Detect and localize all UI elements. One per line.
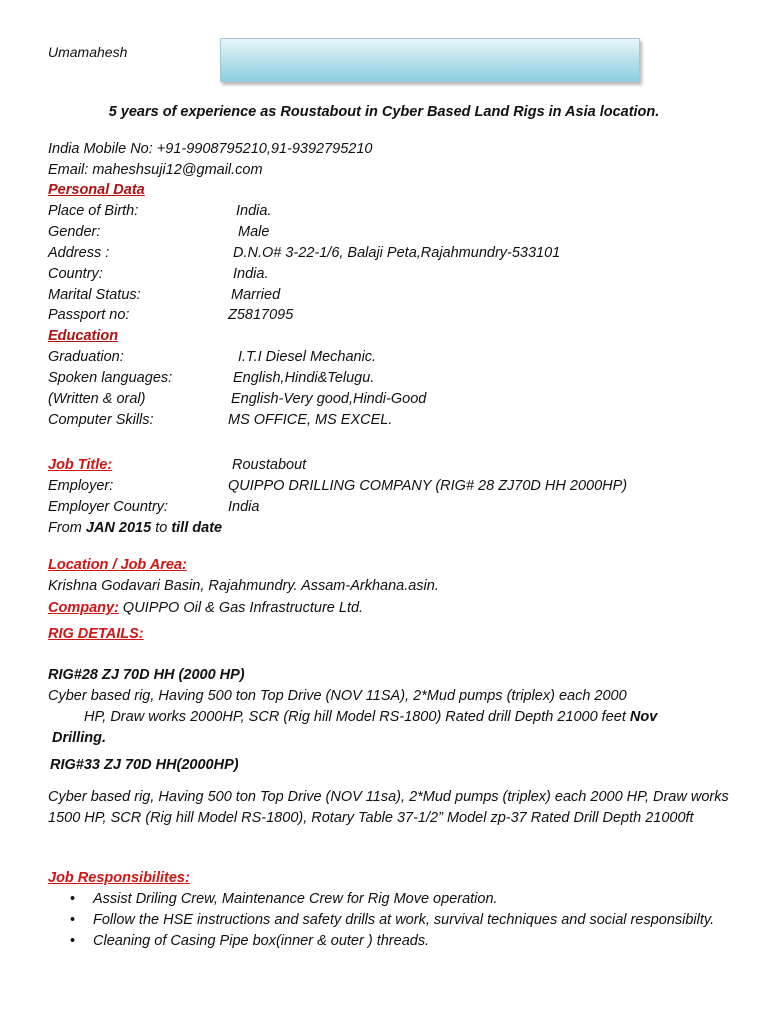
employer-country-label: Employer Country:	[48, 499, 169, 515]
company-value: QUIPPO Oil & Gas Infrastructure Ltd.	[118, 600, 364, 616]
list-item	[0, 910, 720, 931]
rig1-line-3	[48, 728, 728, 749]
personal-data-heading: Personal Data	[48, 182, 145, 198]
list-item	[0, 931, 720, 952]
field-label: Gender:	[48, 224, 101, 240]
rig1-title: RIG#28 ZJ 70D HH (2000 HP)	[48, 667, 245, 683]
field-label: Spoken languages:	[48, 370, 173, 386]
field-label: Passport no:	[48, 307, 130, 323]
company-label: Company:	[48, 600, 119, 616]
field-label: Place of Birth:	[48, 203, 139, 219]
bullet-icon: •	[70, 891, 76, 907]
field-value: D.N.O# 3-22-1/6, Balaji Peta,Rajahmundry-533101	[233, 245, 561, 261]
company-line	[48, 599, 363, 617]
list-item	[0, 889, 720, 910]
rig1-bold-nov: Nov	[629, 709, 658, 725]
period-end: till date	[171, 520, 223, 536]
job-title-heading: Job Title:	[48, 457, 113, 473]
employer-country-value: India	[228, 499, 260, 515]
field-label: Graduation:	[48, 349, 124, 365]
period-connector: to	[155, 520, 168, 536]
bullet-icon: •	[70, 933, 76, 949]
email-address: Email: maheshsuji12@gmail.com	[48, 162, 263, 178]
education-heading: Education	[48, 328, 119, 344]
rig1-line-2	[48, 707, 728, 728]
field-label: Address :	[48, 245, 110, 261]
experience-summary: 5 years of experience as Roustabout in Cyber Based Land Rigs in Asia location.	[108, 104, 660, 120]
field-value: MS OFFICE, MS EXCEL.	[228, 412, 393, 428]
field-value: I.T.I Diesel Mechanic.	[238, 349, 377, 365]
field-label: Computer Skills:	[48, 412, 154, 428]
employer-label: Employer:	[48, 478, 114, 494]
header-banner	[220, 38, 640, 82]
responsibilities-list	[0, 889, 720, 952]
list-item-text: Assist Driling Crew, Maintenance Crew for Rig Move operation.	[93, 891, 498, 907]
field-label: Country:	[48, 266, 103, 282]
period-prefix: From	[48, 520, 82, 536]
field-value: India.	[236, 203, 272, 219]
field-value: India.	[233, 266, 269, 282]
field-value: English-Very good,Hindi-Good	[231, 391, 427, 407]
employment-period	[48, 519, 222, 537]
rig1-line-1: Cyber based rig, Having 500 ton Top Drive (NOV 11SA), 2*Mud pumps (triplex) each 2000	[48, 688, 627, 704]
responsibilities-heading: Job Responsibilites:	[48, 870, 190, 886]
field-value: Z5817095	[228, 307, 294, 323]
rig1-bold-drilling: Drilling.	[52, 730, 106, 746]
field-value: Male	[238, 224, 270, 240]
rig1-line-2-text: HP, Draw works 2000HP, SCR (Rig hill Model RS-1800) Rated drill Depth 21000 feet	[84, 709, 630, 725]
rig2-description: Cyber based rig, Having 500 ton Top Drive (NOV 11sa), 2*Mud pumps (triplex) each 2000 HP, Draw works 1500 HP, SCR (Rig hill Model RS-1800), Rotary Table 37-1/2” Model zp-37 Rated Drill Depth 21000ft	[48, 789, 729, 826]
candidate-name: Umamahesh	[48, 44, 128, 60]
field-label: (Written & oral)	[48, 391, 146, 407]
mobile-number: India Mobile No: +91-9908795210,91-9392795210	[48, 141, 373, 157]
employer-value: QUIPPO DRILLING COMPANY (RIG# 28 ZJ70D HH 2000HP)	[228, 478, 628, 494]
rig1-description	[48, 686, 728, 749]
list-item-text: Cleaning of Casing Pipe box(inner & outer ) threads.	[93, 933, 430, 949]
rig2-title: RIG#33 ZJ 70D HH(2000HP)	[50, 757, 239, 773]
field-value: Married	[231, 287, 281, 303]
field-value: English,Hindi&Telugu.	[233, 370, 375, 386]
bullet-icon: •	[70, 912, 76, 928]
period-start: JAN 2015	[85, 520, 152, 536]
list-item-text: Follow the HSE instructions and safety drills at work, survival techniques and social responsibilty.	[93, 912, 715, 928]
field-label: Marital Status:	[48, 287, 141, 303]
job-title-value: Roustabout	[232, 457, 307, 473]
location-heading: Location / Job Area:	[48, 557, 187, 573]
rig-details-heading: RIG DETAILS:	[48, 626, 144, 642]
location-value: Krishna Godavari Basin, Rajahmundry. Assam-Arkhana.asin.	[48, 578, 439, 594]
